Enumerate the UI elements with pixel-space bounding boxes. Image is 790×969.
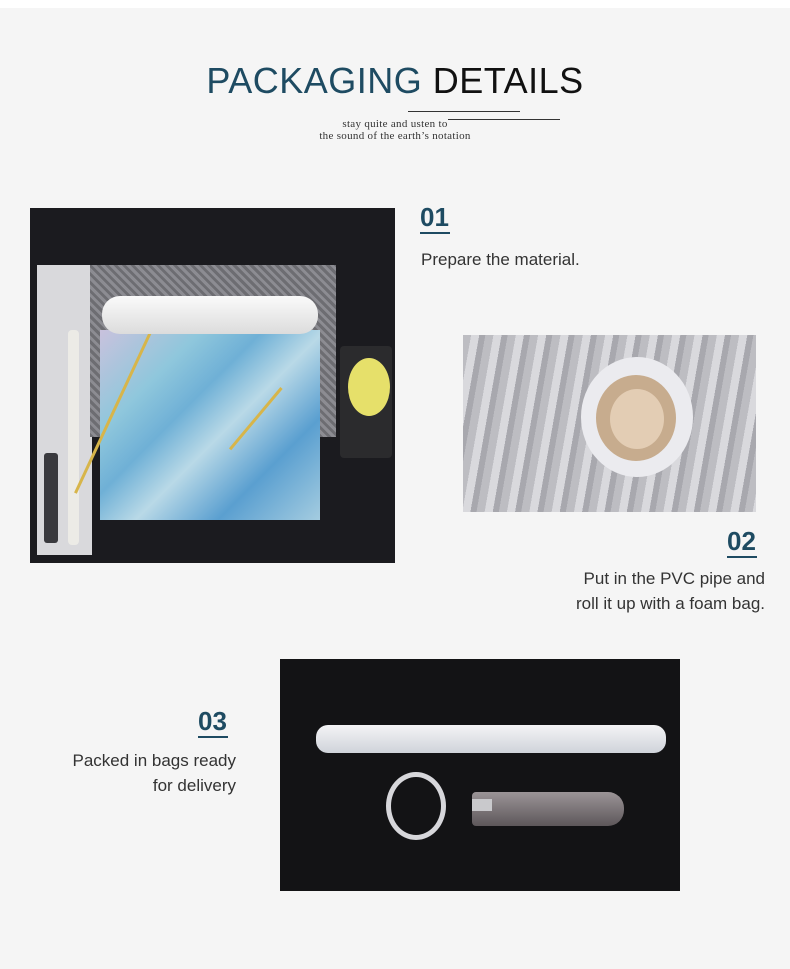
pvc-pipe [68, 330, 79, 545]
step-3-number: 03 [198, 706, 227, 736]
pipe-hole [610, 389, 664, 449]
subtitle-line-2: the sound of the earth’s notation [319, 130, 471, 142]
utility-knife [44, 453, 58, 543]
title-details: DETAILS [432, 60, 584, 101]
step-2-line-2: roll it up with a foam bag. [576, 594, 765, 613]
title-divider-1 [408, 111, 520, 112]
step-2-photo [463, 335, 756, 512]
paper-roll [102, 296, 318, 334]
cutter-blade [472, 799, 492, 811]
packed-roll [316, 725, 666, 753]
subtitle-line-1: stay quite and usten to [342, 118, 448, 130]
step-2-number: 02 [727, 526, 756, 556]
step-1-line-1: Prepare the material. [421, 250, 580, 269]
step-3-line-2: for delivery [152, 776, 236, 795]
step-2-text [576, 566, 765, 616]
tape-roll [348, 358, 390, 416]
title-packaging: PACKAGING [206, 60, 423, 101]
tape-ring [386, 772, 446, 840]
step-1-underline [420, 232, 450, 234]
top-strip [0, 0, 790, 8]
step-3-text [73, 748, 237, 798]
step-3-photo [280, 659, 680, 891]
step-2-underline [727, 556, 757, 558]
step-2-line-1: Put in the PVC pipe and [583, 569, 765, 588]
box-cutter [472, 792, 624, 826]
step-1-number: 01 [420, 202, 449, 232]
step-1-photo [30, 208, 395, 563]
step-3-line-1: Packed in bags ready [72, 751, 236, 770]
step-1-text [421, 247, 580, 272]
step-3-underline [198, 736, 228, 738]
wallpaper-print [100, 330, 320, 520]
page-title [0, 60, 790, 102]
